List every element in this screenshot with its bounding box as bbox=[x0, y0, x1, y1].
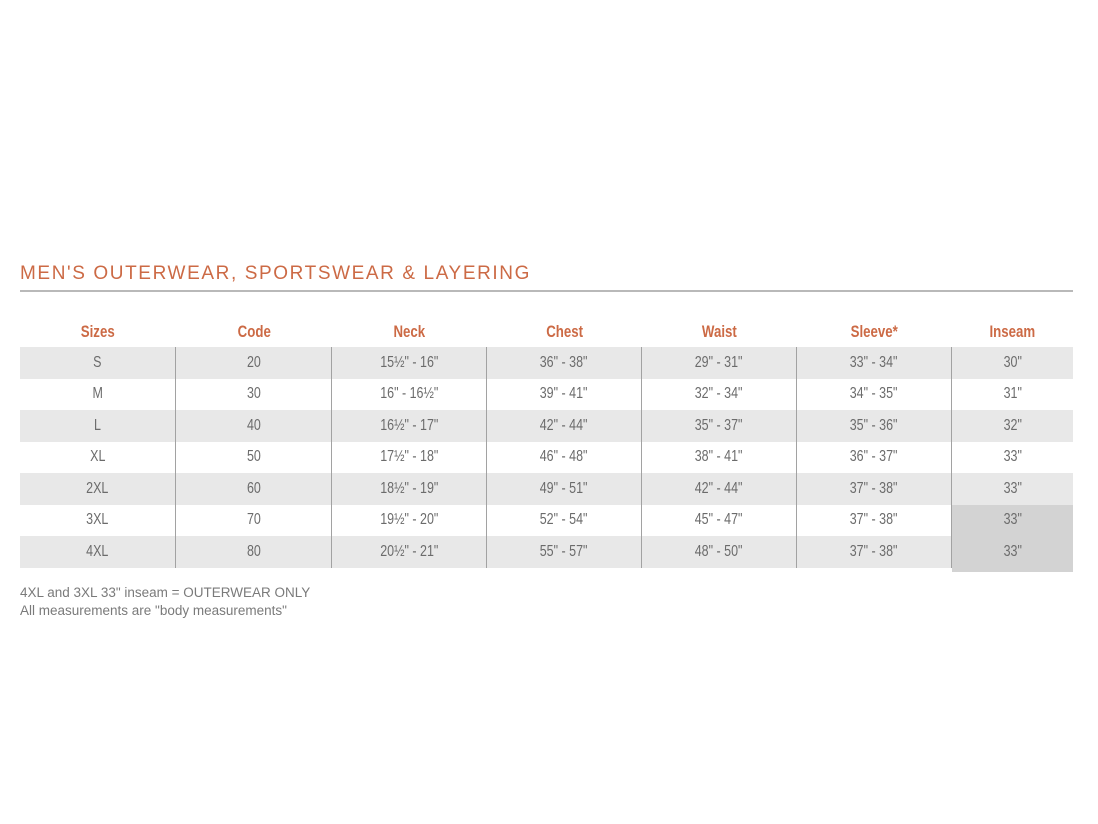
size-chart-table bbox=[20, 317, 1073, 568]
table-cell: 32" - 34" bbox=[642, 379, 797, 411]
table-cell: L bbox=[20, 410, 176, 442]
table-cell: 3XL bbox=[20, 505, 176, 537]
column-header-inseam: Inseam bbox=[989, 322, 1036, 341]
table-cell: 39" - 41" bbox=[487, 379, 642, 411]
table-cell: 4XL bbox=[20, 536, 176, 568]
table-row-4xl bbox=[20, 536, 1073, 568]
table-cell: 37" - 38" bbox=[797, 505, 952, 537]
column-header-neck: Neck bbox=[393, 322, 426, 341]
table-cell: 45" - 47" bbox=[642, 505, 797, 537]
table-cell: 33" bbox=[1003, 479, 1022, 497]
column-header-chest: Chest bbox=[546, 322, 583, 341]
footnotes bbox=[20, 584, 1073, 620]
table-cell-inseam-highlighted: 33" bbox=[952, 536, 1073, 568]
table-cell: XL bbox=[20, 442, 176, 474]
table-body bbox=[20, 347, 1073, 568]
table-row-s bbox=[20, 347, 1073, 379]
table-cell: 40 bbox=[176, 410, 332, 442]
table-cell: 16" - 16½" bbox=[332, 379, 487, 411]
table-cell: 46" - 48" bbox=[487, 442, 642, 474]
table-cell: 34" - 35" bbox=[797, 379, 952, 411]
table-cell: 18½" - 19" bbox=[332, 473, 487, 505]
table-cell: 37" - 38" bbox=[797, 536, 952, 568]
table-cell: 30" bbox=[1003, 353, 1022, 371]
table-cell: 15½" - 16" bbox=[332, 347, 487, 379]
table-cell: 30 bbox=[176, 379, 332, 411]
table-cell: 38" - 41" bbox=[642, 442, 797, 474]
column-header-waist: Waist bbox=[702, 322, 737, 341]
table-cell: 55" - 57" bbox=[487, 536, 642, 568]
table-cell: 16½" - 17" bbox=[332, 410, 487, 442]
table-row-xl bbox=[20, 442, 1073, 474]
table-cell-inseam-highlighted: 33" bbox=[952, 505, 1073, 537]
table-cell: 70 bbox=[176, 505, 332, 537]
table-cell: 35" - 37" bbox=[642, 410, 797, 442]
table-cell: 31" bbox=[1003, 385, 1022, 403]
table-cell: 42" - 44" bbox=[642, 473, 797, 505]
table-cell: 32" bbox=[1003, 416, 1022, 434]
table-cell: M bbox=[20, 379, 176, 411]
table-cell: 20 bbox=[176, 347, 332, 379]
table-cell: 36" - 38" bbox=[487, 347, 642, 379]
table-header-row bbox=[20, 317, 1073, 347]
table-cell: 36" - 37" bbox=[797, 442, 952, 474]
table-cell: 29" - 31" bbox=[642, 347, 797, 379]
footnote-body-measurements: All measurements are "body measurements" bbox=[20, 602, 287, 618]
table-row-3xl bbox=[20, 505, 1073, 537]
table-cell: 80 bbox=[176, 536, 332, 568]
table-cell: 35" - 36" bbox=[797, 410, 952, 442]
table-cell: 60 bbox=[176, 473, 332, 505]
table-cell: 48" - 50" bbox=[642, 536, 797, 568]
table-cell: 33" bbox=[1003, 448, 1022, 466]
table-cell: 42" - 44" bbox=[487, 410, 642, 442]
table-cell: 33" - 34" bbox=[797, 347, 952, 379]
table-cell: 20½" - 21" bbox=[332, 536, 487, 568]
footnote-outerwear-only: 4XL and 3XL 33" inseam = OUTERWEAR ONLY bbox=[20, 584, 311, 600]
table-cell: 52" - 54" bbox=[487, 505, 642, 537]
table-row-m bbox=[20, 379, 1073, 411]
table-row-2xl bbox=[20, 473, 1073, 505]
column-header-code: Code bbox=[237, 322, 271, 341]
inseam-highlight-extension bbox=[952, 568, 1073, 572]
table-cell: 17½" - 18" bbox=[332, 442, 487, 474]
size-chart-section bbox=[20, 263, 1073, 620]
table-cell: 50 bbox=[176, 442, 332, 474]
table-cell: 49" - 51" bbox=[487, 473, 642, 505]
title-divider bbox=[20, 290, 1073, 292]
table-cell: 19½" - 20" bbox=[332, 505, 487, 537]
table-row-l bbox=[20, 410, 1073, 442]
column-header-sleeve: Sleeve* bbox=[850, 322, 899, 341]
table-cell: S bbox=[20, 347, 176, 379]
page-title: MEN'S OUTERWEAR, SPORTSWEAR & LAYERING bbox=[20, 263, 532, 284]
table-cell: 37" - 38" bbox=[797, 473, 952, 505]
table-cell: 2XL bbox=[20, 473, 176, 505]
column-header-sizes: Sizes bbox=[81, 322, 115, 341]
